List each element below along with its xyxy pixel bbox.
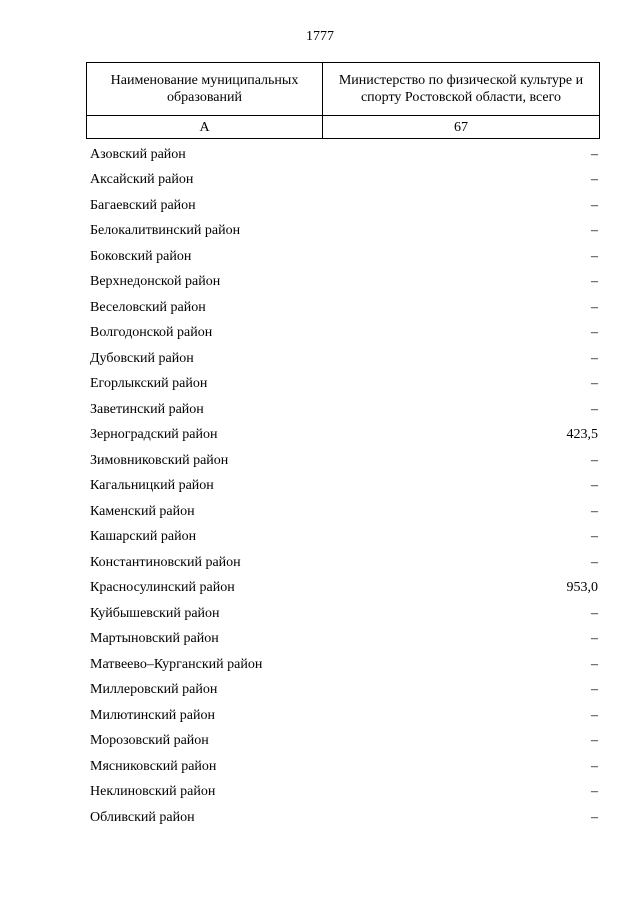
code-col1: А <box>87 116 323 139</box>
table-row <box>90 780 598 806</box>
municipality-name: Волгодонской район <box>90 325 213 341</box>
ministry-value: – <box>591 707 598 723</box>
header-ministry: Министерство по физической культуре и спорту Ростовской области, всего <box>323 63 600 116</box>
ministry-value: – <box>591 452 598 468</box>
table-row <box>90 729 598 755</box>
table-row <box>90 474 598 500</box>
table-row <box>90 525 598 551</box>
municipality-name: Заветинский район <box>90 401 204 417</box>
ministry-value: – <box>591 376 598 392</box>
table-body <box>90 142 598 831</box>
table-row <box>90 627 598 653</box>
municipality-name: Морозовский район <box>90 733 209 749</box>
table-row <box>90 193 598 219</box>
table-row <box>90 423 598 449</box>
municipality-name: Неклиновский район <box>90 784 216 800</box>
ministry-value: – <box>591 478 598 494</box>
ministry-value: – <box>591 350 598 366</box>
header-municipality: Наименование муниципальных образований <box>87 63 323 116</box>
table-row <box>90 805 598 831</box>
municipality-name: Белокалитвинский район <box>90 223 241 239</box>
municipality-name: Аксайский район <box>90 172 194 188</box>
table-row <box>90 295 598 321</box>
municipality-name: Миллеровский район <box>90 682 218 698</box>
municipality-name: Зерноградский район <box>90 427 218 443</box>
ministry-value: 423,5 <box>566 427 598 443</box>
ministry-value: – <box>591 172 598 188</box>
municipality-name: Милютинский район <box>90 707 216 723</box>
ministry-value: – <box>591 197 598 213</box>
ministry-value: – <box>591 631 598 647</box>
municipality-name: Багаевский район <box>90 197 196 213</box>
header-row <box>87 63 600 116</box>
municipality-name: Мартыновский район <box>90 631 219 647</box>
ministry-value: – <box>591 401 598 417</box>
municipality-name: Кашарский район <box>90 529 197 545</box>
table-row <box>90 168 598 194</box>
table-row <box>90 270 598 296</box>
table-row <box>90 652 598 678</box>
ministry-value: – <box>591 503 598 519</box>
municipality-name: Константиновский район <box>90 554 241 570</box>
municipality-name: Боковский район <box>90 248 192 264</box>
municipality-name: Азовский район <box>90 146 186 162</box>
municipality-name: Обливский район <box>90 809 195 825</box>
table-row <box>90 448 598 474</box>
municipality-name: Егорлыкский район <box>90 376 208 392</box>
ministry-value: – <box>591 605 598 621</box>
ministry-value: – <box>591 248 598 264</box>
table-row <box>90 703 598 729</box>
table-row <box>90 321 598 347</box>
table-row <box>90 397 598 423</box>
ministry-value: – <box>591 758 598 774</box>
code-col2: 67 <box>323 116 600 139</box>
municipality-name: Верхнедонской район <box>90 274 221 290</box>
table-row <box>90 550 598 576</box>
table-row <box>90 576 598 602</box>
municipality-name: Веселовский район <box>90 299 206 315</box>
municipality-name: Дубовский район <box>90 350 194 366</box>
table-row <box>90 601 598 627</box>
table-row <box>90 219 598 245</box>
ministry-value: – <box>591 299 598 315</box>
ministry-value: – <box>591 274 598 290</box>
ministry-value: – <box>591 784 598 800</box>
table-row <box>90 499 598 525</box>
ministry-value: – <box>591 146 598 162</box>
municipality-name: Мясниковский район <box>90 758 217 774</box>
table-row <box>90 142 598 168</box>
municipality-name: Куйбышевский район <box>90 605 220 621</box>
ministry-value: – <box>591 529 598 545</box>
municipality-name: Красносулинский район <box>90 580 235 596</box>
table-row <box>90 678 598 704</box>
municipality-name: Зимовниковский район <box>90 452 229 468</box>
table-header <box>86 62 600 139</box>
table-row <box>90 244 598 270</box>
ministry-value: – <box>591 656 598 672</box>
table-row <box>90 372 598 398</box>
ministry-value: – <box>591 733 598 749</box>
ministry-value: – <box>591 809 598 825</box>
page-number: 1777 <box>306 29 334 44</box>
municipality-name: Матвеево–Курганский район <box>90 656 263 672</box>
ministry-value: – <box>591 554 598 570</box>
ministry-value: – <box>591 223 598 239</box>
table-row <box>90 754 598 780</box>
code-row <box>87 116 600 139</box>
municipality-name: Кагальницкий район <box>90 478 214 494</box>
ministry-value: – <box>591 325 598 341</box>
ministry-value: – <box>591 682 598 698</box>
ministry-value: 953,0 <box>566 580 598 596</box>
municipality-name: Каменский район <box>90 503 195 519</box>
table-row <box>90 346 598 372</box>
